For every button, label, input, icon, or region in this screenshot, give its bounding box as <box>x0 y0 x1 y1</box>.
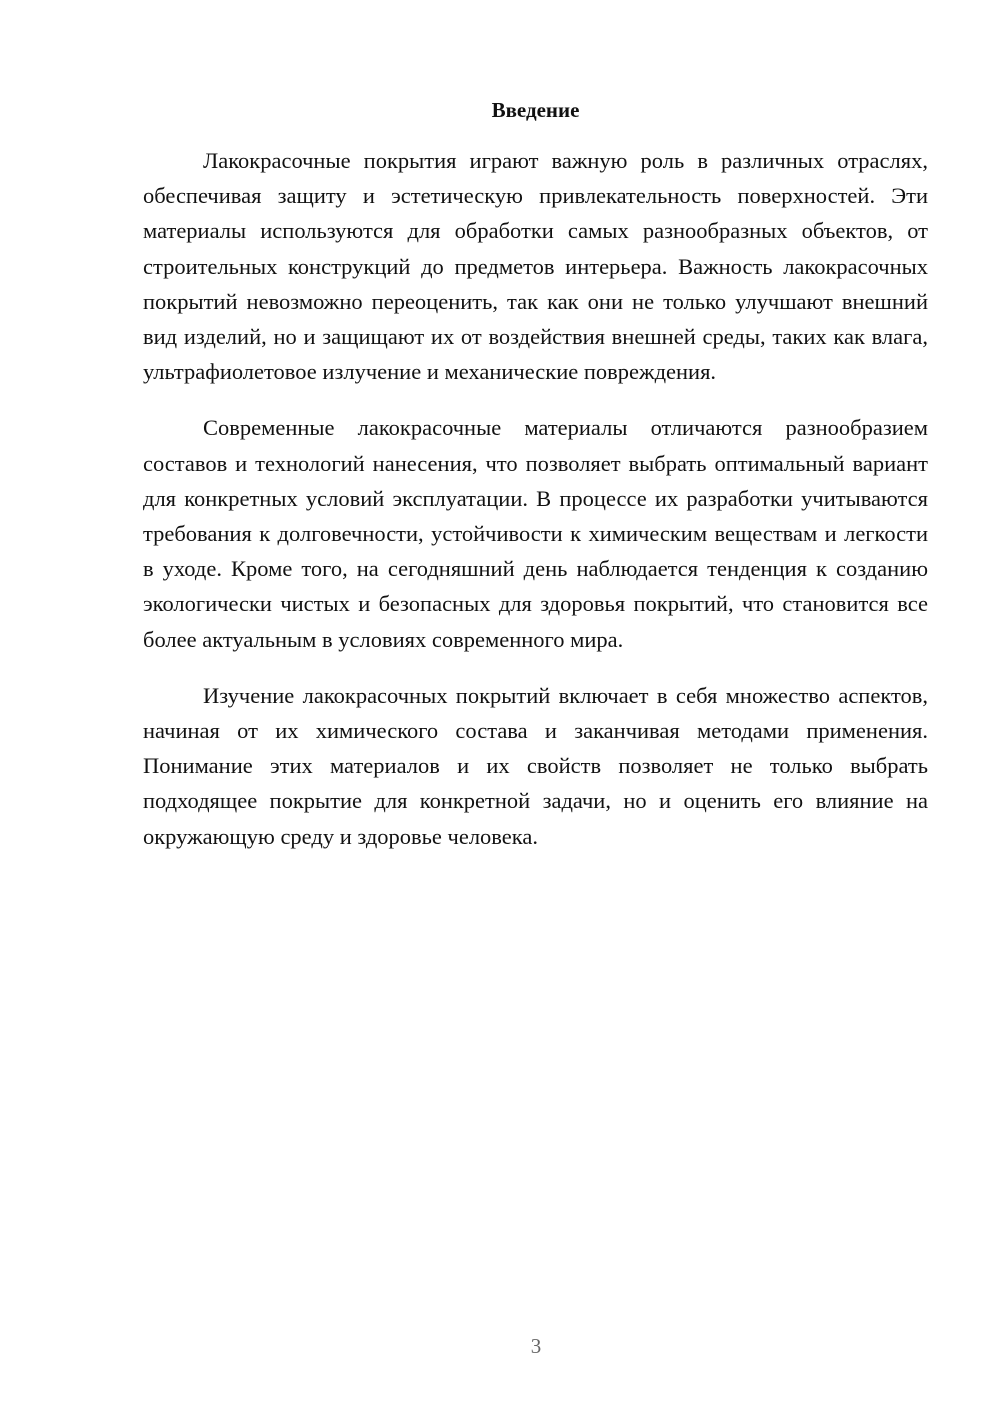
section-title: Введение <box>491 98 580 122</box>
body-text <box>143 143 928 875</box>
paragraph-2: Современные лакокрасочные материалы отличаются разнообразием составов и технологий нанесения, что позволяет выбрать оптимальный вариант для конкретных условий эксплуатации. В процессе их разработки учитываются требования к долговечности, устойчивости к химическим веществам и легкости в уходе. Кроме того, на сегодняшний день наблюдается тенденция к созданию экологически чистых и безопасных для здоровья покрытий, что становится все более актуальным в условиях современного мира. <box>143 415 928 652</box>
page-number: 3 <box>530 1334 542 1358</box>
paragraph-1: Лакокрасочные покрытия играют важную роль в различных отраслях, обеспечивая защиту и эстетическую привлекательность поверхностей. Эти материалы используются для обработки самых разнообразных объектов, от строительных конструкций до предметов интерьера. Важность лакокрасочных покрытий невозможно переоценить, так как они не только улучшают внешний вид изделий, но и защищают их от воздействия внешней среды, таких как влага, ультрафиолетовое излучение и механические повреждения. <box>143 148 928 385</box>
paragraph-3: Изучение лакокрасочных покрытий включает в себя множество аспектов, начиная от их химического состава и заканчивая методами применения. Понимание этих материалов и их свойств позволяет не только выбрать подходящее покрытие для конкретной задачи, но и оценить его влияние на окружающую среду и здоровье человека. <box>143 682 928 849</box>
